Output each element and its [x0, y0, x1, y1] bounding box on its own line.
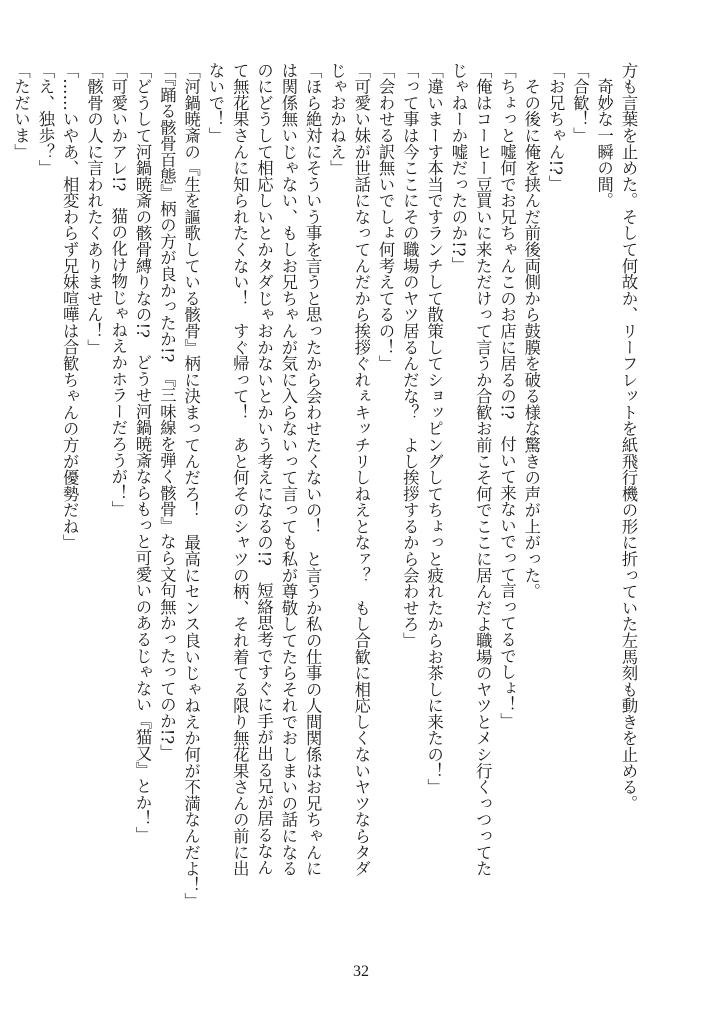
text-line-19: 「河鍋暁斎の『生を謳歌している骸骨』柄に決まってんだろ！ 最高にセンス良いじゃねえか何が不満なんだよ！」 [181, 62, 201, 910]
text-line-18: ないで！」 [205, 62, 225, 144]
text-line-9: 「違いまーす本当ですランチして散策してショッピングしてちょっと疲れたからお茶しに来たの！」 [424, 62, 444, 796]
text-line-10: 「って事は今ここにその職場のヤツ居るんだな？ よし挨拶するから会わせろ」 [400, 62, 420, 649]
text-line-6: 「ちょっと嘘何でお兄ちゃんこのお店に居るの!? 付いて来ないでって言ってるでしょ！」 [497, 62, 517, 729]
text-line-2: 奇妙な一瞬の間。 [594, 62, 614, 209]
text-line-13: じゃおかねえ」 [327, 62, 347, 177]
text-line-11: 「会わせる訳無いでしょ何考えてるの！」 [376, 62, 396, 372]
text-line-17: て無花果さんに知られたくない！ すぐ帰って！ あと何そのシャツの柄、それ着てる限り無花果さんの前に出 [230, 62, 250, 877]
text-line-20: 「『踊る骸骨百態』柄の方が良かったか!? 『三味線を弾く骸骨』なら文句無かったってのか!?」 [157, 62, 177, 761]
page-number: 32 [353, 963, 369, 980]
text-line-1: 方も言葉を止めた。そして何故か、リーフレットを紙飛行機の形に折っていた左馬刻も動きを止める。 [619, 62, 638, 812]
text-line-21: 「どうして河鍋暁斎の骸骨縛りなの!? どうせ河鍋暁斎ならもっと可愛いのあるじゃない『猫又』とか！」 [133, 62, 153, 843]
text-line-15: は関係無いじゃない、もしお兄ちゃんが気に入らないって言っても私が尊敬してたらそれでおしまいの話になる [278, 62, 298, 877]
text-line-14: 「ほら絶対にそういう事を言うと思ったから会わせたくないの！ と言うか私の仕事の人間関係はお兄ちゃんに [303, 62, 323, 877]
text-line-7: 「俺はコーヒー豆買いに来ただけって言うか合歓お前こそ何でここに居んだよ職場のヤツとメシ行くっつってた [473, 62, 493, 877]
text-line-4: 「お兄ちゃん!?」 [546, 62, 566, 192]
text-line-3: 「合歓！」 [570, 62, 590, 144]
text-line-25: 「え、独歩？」 [35, 62, 55, 177]
text-line-23: 「骸骨の人に言われたくありません！」 [84, 62, 104, 356]
text-line-16: のにどうして相応しいとかタダじゃおかないとかいう考えになるの!? 短絡思考ですぐに手が出る兄が居るなん [254, 62, 274, 876]
text-line-22: 「可愛いかアレ!? 猫の化け物じゃねえかホラーだろうが！」 [108, 62, 128, 518]
vertical-text-body [8, 62, 640, 942]
text-line-5: その後に俺を挟んだ前後両側から鼓膜を破る様な驚きの声が上がった。 [521, 62, 541, 600]
text-line-26: 「ただいま」 [11, 62, 31, 160]
text-line-12: 「可愛い妹が世話になってんだから挨拶ぐれぇキッチリしねえとなァ？ もし合歓に相応しくないヤツならタダ [351, 62, 371, 877]
text-line-24: 「……いやあ、相変わらず兄妹喧嘩は合歓ちゃんの方が優勢だね」 [60, 62, 80, 551]
text-line-8: じゃねーか嘘だったのか!?」 [448, 62, 468, 273]
